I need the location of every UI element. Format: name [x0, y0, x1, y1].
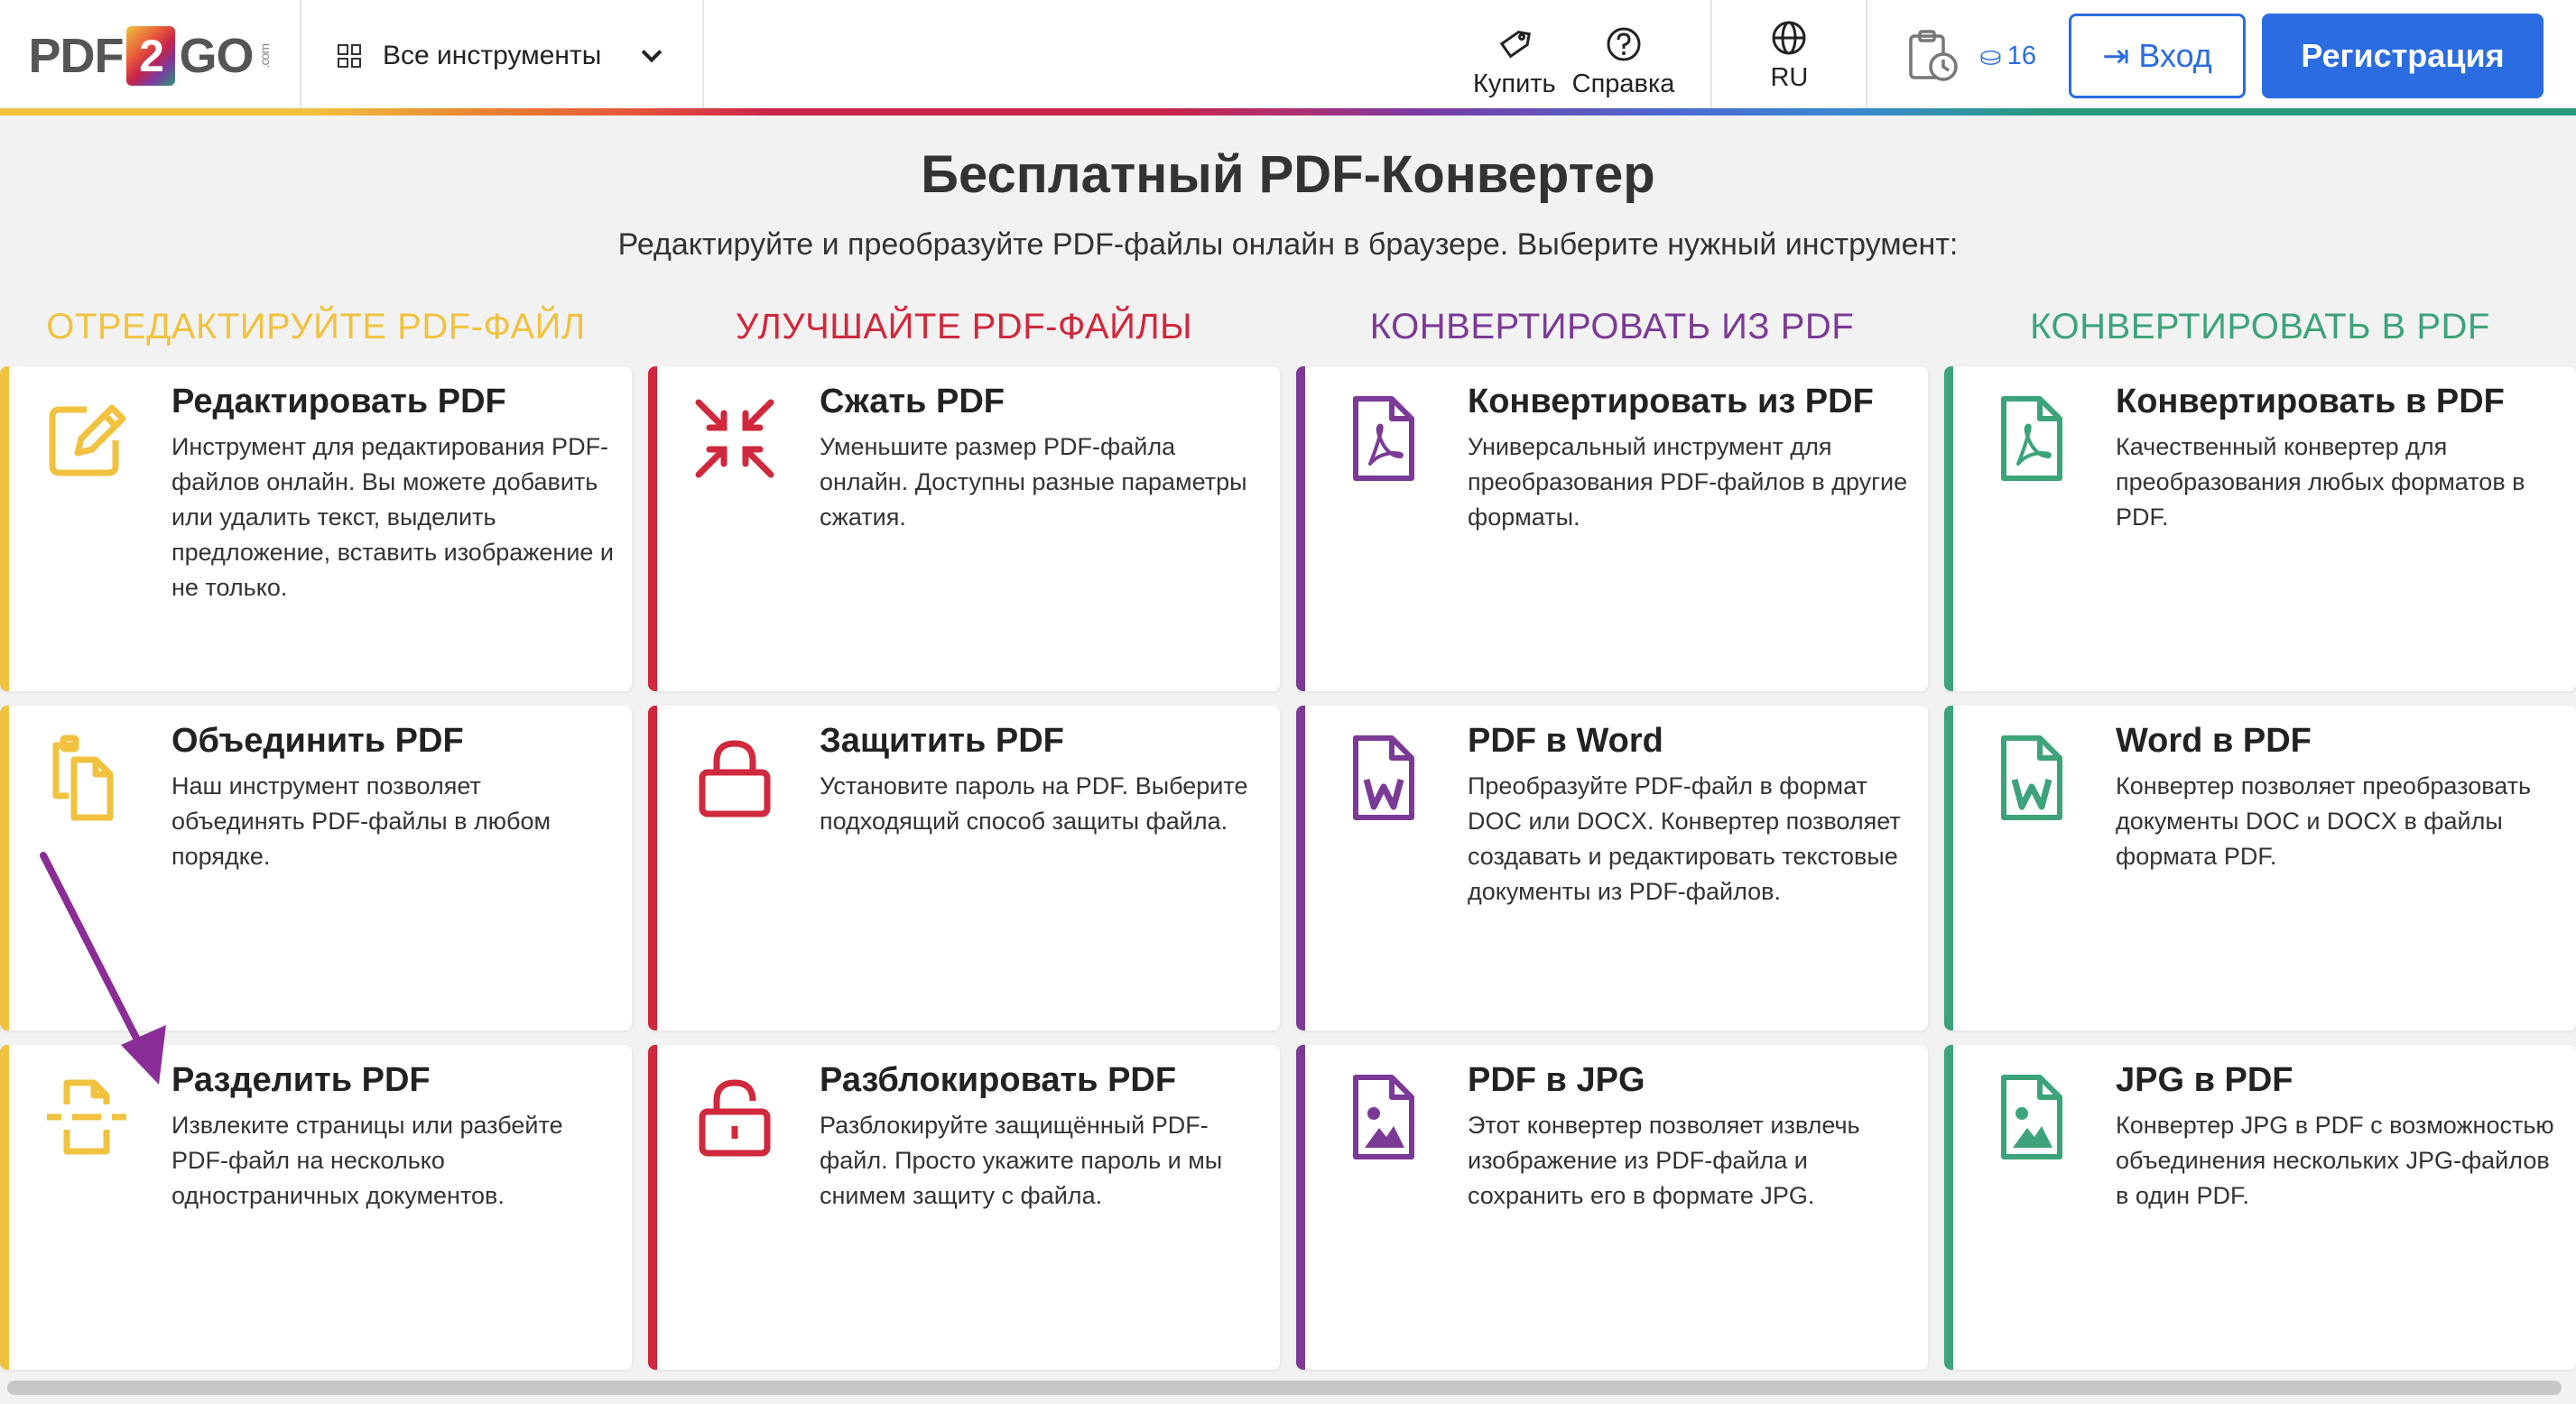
page-subtitle: Редактируйте и преобразуйте PDF-файлы онлайн в браузере. Выберите нужный инструмент: [617, 227, 1959, 262]
tool-card-edit-pdf[interactable] [0, 366, 632, 691]
image-file-icon [1986, 1072, 2076, 1162]
logo-area[interactable] [0, 0, 301, 112]
column-title-improve: УЛУЧШАЙТЕ PDF-ФАЙЛЫ [735, 307, 1193, 346]
top-header [0, 0, 2576, 112]
card-description: Разблокируйте защищённый PDF-файл. Просто укажите пароль и мы снимем защиту с файла. [820, 1112, 1223, 1209]
copy-files-icon [42, 733, 132, 823]
card-description: Установите пароль на PDF. Выберите подходящий способ защиты файла. [820, 772, 1248, 835]
language-selector[interactable] [1712, 0, 1867, 112]
login-label: Вход [2138, 37, 2212, 74]
card-description: Этот конвертер позволяет извлечь изображение из PDF-файла и сохранить его в формате JPG. [1468, 1112, 1860, 1209]
card-title: Разблокировать PDF [820, 1061, 1177, 1099]
card-description: Инструмент для редактирования PDF-файлов онлайн. Вы можете добавить или удалить текст, выделить предложение, вставить изображение и не только. [171, 433, 614, 601]
tool-card-jpg-to-pdf[interactable] [1944, 1045, 2576, 1370]
logo-text-com: .com [256, 43, 272, 69]
pencil-square-icon [42, 393, 132, 484]
credits-counter[interactable] [1979, 41, 2036, 72]
card-title: Сжать PDF [820, 383, 1005, 420]
chevron-down-icon [642, 42, 663, 63]
card-title: Конвертировать в PDF [2116, 383, 2505, 420]
card-title: Word в PDF [2116, 722, 2312, 760]
card-title: Конвертировать из PDF [1468, 383, 1874, 420]
card-title: Объединить PDF [171, 722, 464, 760]
history-area [1867, 0, 2063, 112]
question-icon [1606, 26, 1642, 62]
page-title: Бесплатный PDF-Конвертер [921, 145, 1655, 204]
header-nav [1473, 0, 1712, 112]
word-file-icon [1986, 733, 2076, 823]
tool-card-unlock-pdf[interactable] [648, 1045, 1280, 1370]
clipboard-clock-icon[interactable] [1904, 27, 1961, 85]
buy-label: Купить [1472, 69, 1556, 98]
column-title-from-pdf: КОНВЕРТИРОВАТЬ ИЗ PDF [1369, 307, 1855, 346]
buy-link[interactable] [1473, 14, 1556, 99]
pdf-file-icon [1986, 393, 2076, 484]
card-description: Извлеките страницы или разбейте PDF-файл на несколько одностраничных документов. [171, 1112, 563, 1209]
language-label: RU [1770, 62, 1809, 92]
column-title-to-pdf: КОНВЕРТИРОВАТЬ В PDF [2030, 307, 2490, 346]
card-description: Уменьшите размер PDF-файла онлайн. Доступны разные параметры сжатия. [820, 433, 1247, 531]
login-icon: ⇥ [2102, 37, 2130, 74]
card-description: Конвертер JPG в PDF с возможностью объединения нескольких JPG-файлов в один PDF. [2116, 1112, 2554, 1209]
login-button[interactable] [2069, 14, 2246, 98]
credits-value: 16 [2006, 41, 2036, 70]
unlock-icon [690, 1072, 780, 1162]
tool-card-word-to-pdf[interactable] [1944, 706, 2576, 1030]
card-description: Наш инструмент позволяет объединять PDF-файлы в любом порядке. [171, 772, 551, 870]
all-tools-label: Все инструменты [383, 41, 602, 70]
compress-arrows-icon [690, 393, 780, 484]
tag-icon [1496, 26, 1533, 62]
image-file-icon [1338, 1072, 1428, 1162]
tool-card-compress-pdf[interactable] [648, 366, 1280, 691]
tool-card-merge-pdf[interactable] [0, 706, 632, 1030]
tool-card-protect-pdf[interactable] [648, 706, 1280, 1030]
word-file-icon [1338, 733, 1428, 823]
card-description: Преобразуйте PDF-файл в формат DOC или DOCX. Конвертер позволяет создавать и редактировать текстовые документы из PDF-файлов. [1468, 772, 1901, 905]
card-title: PDF в JPG [1468, 1061, 1645, 1099]
card-description: Универсальный инструмент для преобразования PDF-файлов в другие форматы. [1468, 433, 1908, 531]
logo-text-2: 2 [126, 26, 175, 86]
tool-card-split-pdf[interactable] [0, 1045, 632, 1370]
globe-icon [1771, 20, 1807, 56]
coins-icon: ⛀ [1979, 42, 2002, 71]
tool-card-pdf-to-jpg[interactable] [1296, 1045, 1928, 1370]
split-icon [42, 1072, 132, 1162]
tool-card-convert-from-pdf[interactable] [1296, 366, 1928, 691]
card-title: PDF в Word [1468, 722, 1663, 760]
lock-icon [690, 733, 780, 823]
help-link[interactable] [1572, 14, 1675, 99]
card-description: Качественный конвертер для преобразования любых форматов в PDF. [2116, 433, 2525, 531]
card-description: Конвертер позволяет преобразовать документы DOC и DOCX в файлы формата PDF. [2116, 772, 2532, 870]
card-title: Редактировать PDF [171, 383, 506, 420]
help-label: Справка [1571, 69, 1675, 98]
tool-card-pdf-to-word[interactable] [1296, 706, 1928, 1030]
card-title: Разделить PDF [171, 1061, 431, 1099]
pdf-file-icon [1338, 393, 1428, 484]
grid-icon [338, 44, 361, 68]
rainbow-stripe [0, 108, 2576, 115]
all-tools-dropdown[interactable] [301, 0, 704, 112]
logo-text-pdf: PDF [28, 29, 124, 83]
pdf2go-logo[interactable] [28, 26, 271, 86]
tool-card-convert-to-pdf[interactable] [1944, 366, 2576, 691]
register-button[interactable]: Регистрация [2262, 14, 2544, 98]
logo-text-go: GO [179, 29, 254, 83]
horizontal-scrollbar[interactable] [7, 1381, 2562, 1395]
card-title: JPG в PDF [2116, 1061, 2293, 1099]
card-title: Защитить PDF [820, 722, 1064, 760]
column-title-edit: ОТРЕДАКТИРУЙТЕ PDF-ФАЙЛ [46, 307, 586, 346]
